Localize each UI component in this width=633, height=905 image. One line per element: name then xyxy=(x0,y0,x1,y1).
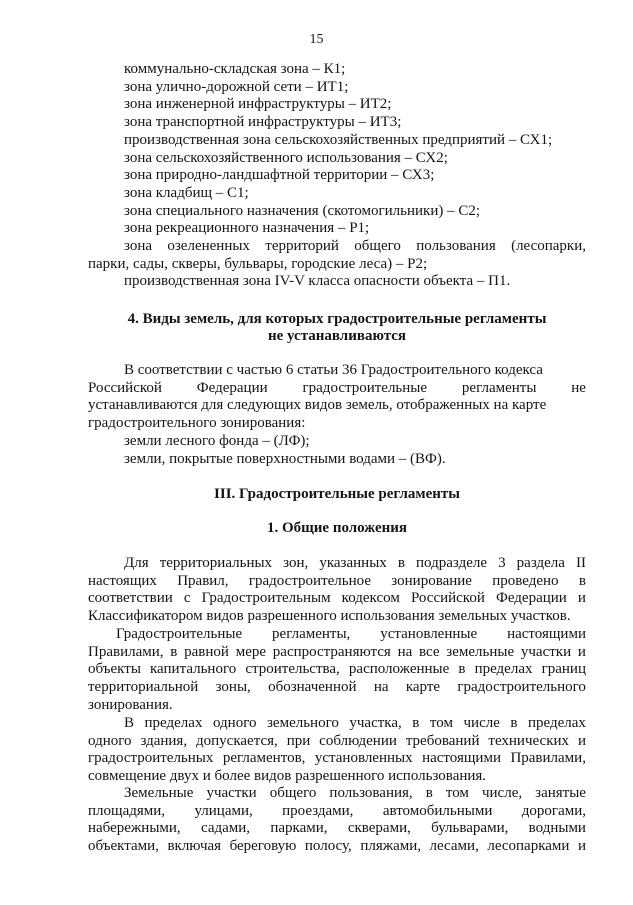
list-item: зона специального назначения (скотомогильники) – С2; xyxy=(124,202,481,219)
list-item: зона рекреационного назначения – Р1; xyxy=(124,220,370,237)
list-item: земли лесного фонда – (ЛФ); xyxy=(124,432,310,449)
justified-line: Российской Федерации градостроительные регламенты не xyxy=(88,379,586,396)
list-item: зона транспортной инфраструктуры – ИТ3; xyxy=(124,114,402,131)
list-item: зона природно-ландшафтной территории – СХ3; xyxy=(124,167,435,184)
section-3-heading: III. Градостроительные регламенты xyxy=(214,486,460,502)
list-item: земли, покрытые поверхностными водами – (ВФ). xyxy=(124,450,446,467)
list-item: производственная зона сельскохозяйственных предприятий – СХ1; xyxy=(124,131,553,148)
list-item: зона улично-дорожной сети – ИТ1; xyxy=(124,78,349,95)
paragraph-1: Для территориальных зон, указанных в подразделе 3 раздела II настоящих Правил, градостроительное зонирование проведено в соответствии с Градостроительным кодексом Российской Федерации и Классификатором видов разрешенного использования земельных участков. xyxy=(88,555,586,625)
list-item: зона кладбищ – С1; xyxy=(124,184,249,201)
paragraph-3: В пределах одного земельного участка, в том числе в пределах одного здания, допускается, при соблюдении требований технических и градостроительных регламентов, установленных настоящими Правилами, совмещение двух и более видов разрешенного использования. xyxy=(88,715,586,785)
list-item-continuation: парки, сады, скверы, бульвары, городские леса) – Р2; xyxy=(88,255,428,272)
list-item: коммунально-складская зона – К1; xyxy=(124,61,346,77)
paragraph-2: Градостроительные регламенты, установленные настоящими Правилами, в равной мере распространяются на все земельные участки и объекты капитального строительства, расположенные в пределах границ территориальной зоны, обозначенной на карте градостроительного зонирования. xyxy=(88,626,586,713)
subsection-1-heading: 1. Общие положения xyxy=(266,520,408,536)
section-4-paragraph: В соответствии с частью 6 статьи 36 Градостроительного кодекса Российской Федерации градостроительные регламенты не устанавливаются для следующих видов земель, отображенных на карте градостроительного зонирования: земли лесного фонда – (ЛФ); земли, покрытые поверхностными водами – (ВФ). xyxy=(88,362,586,467)
list-item: зона сельскохозяйственного использования – СХ2; xyxy=(124,149,448,166)
list-item: зона инженерной инфраструктуры – ИТ2; xyxy=(124,96,392,113)
list-item: производственная зона IV-V класса опасности объекта – П1. xyxy=(124,273,511,290)
paragraph-4: Земельные участки общего пользования, в том числе, занятые площадями, улицами, проездами, автомобильными дорогами, набережными, садами, парками, скверами, бульварами, водными объектами, включая береговую полосу, пляжами, лесами, лесопарками и xyxy=(88,785,586,855)
section-4-heading: 4. Виды земель, для которых градостроительные регламенты не устанавливаются xyxy=(127,311,547,344)
page-number: 15 xyxy=(309,32,324,47)
zones-list xyxy=(88,61,586,291)
list-item-green-zone: зона озелененных территорий общего пользования (лесопарки, xyxy=(124,238,586,255)
